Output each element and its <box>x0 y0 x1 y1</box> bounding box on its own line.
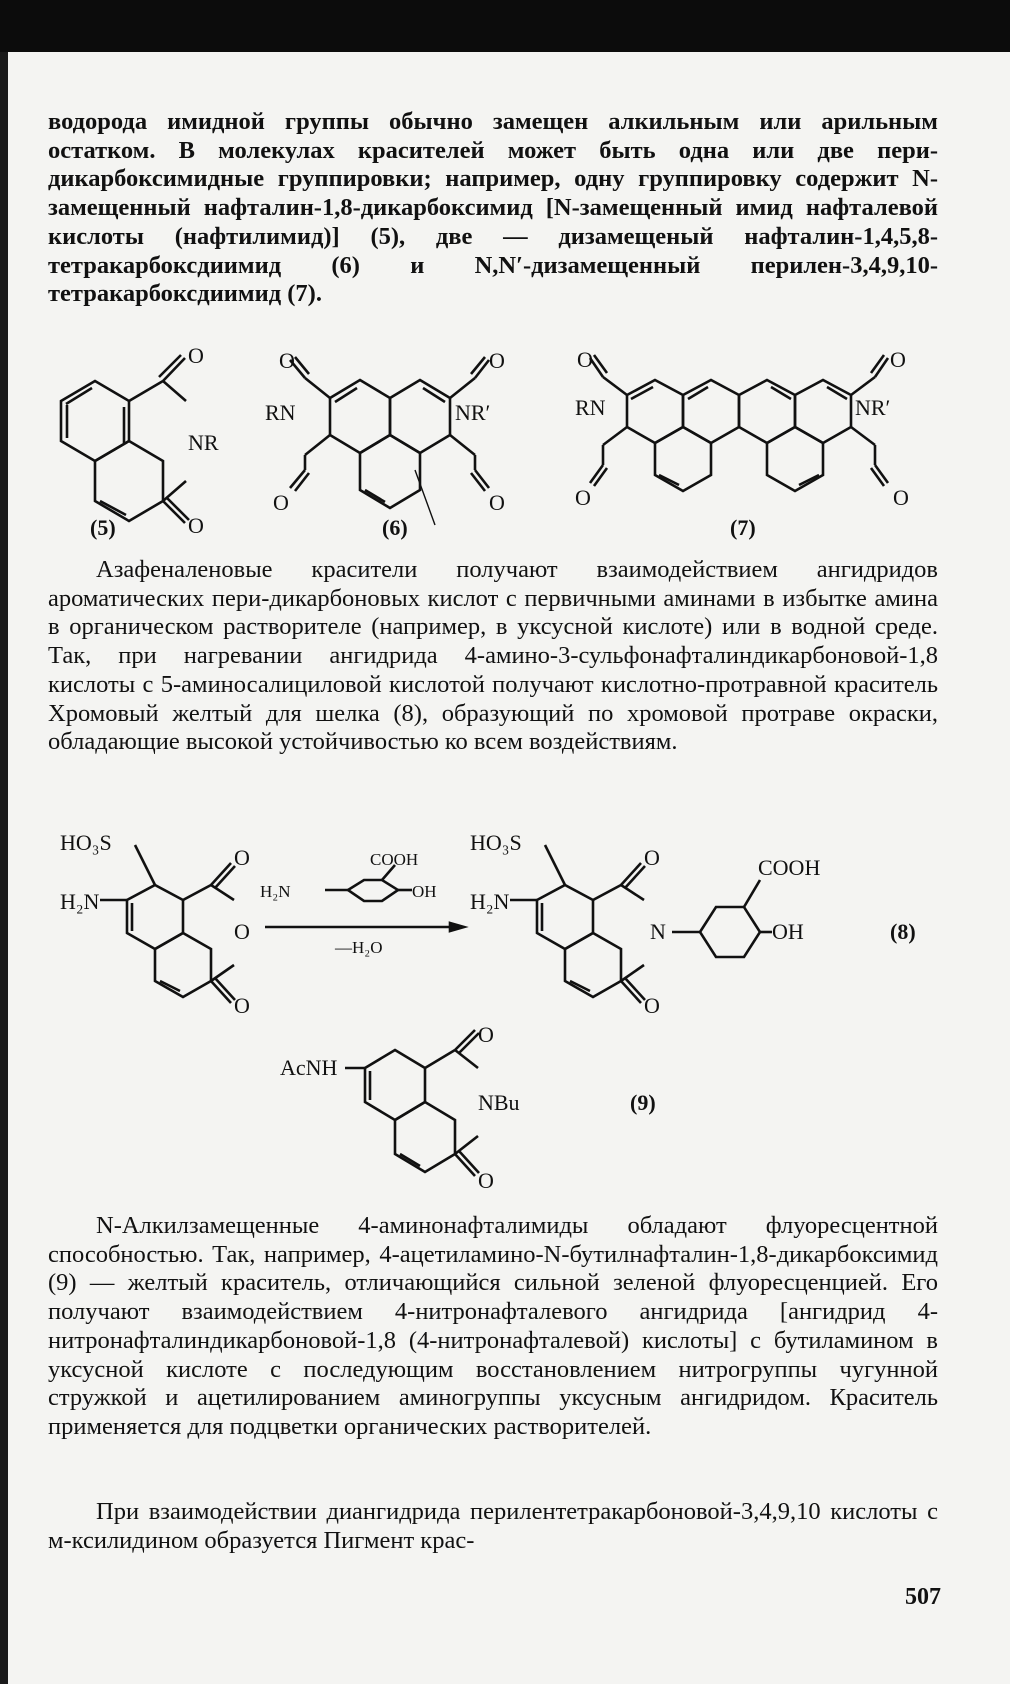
paragraph-3-text: N-Алкилзамещенные 4-аминонафталимиды обладают флуоресцентной способностью. Так, например, 4-ацетиламино-N-бутилнафталин-1,8-дикарбоксимид (9) — желтый краситель, отличающийся сильной зеленой флуоресценцией. Его получают взаимодействием 4-нитронафталевого ангидрида [ангидрид 4-нитронафталиндикарбоновой-1,8 (4-нитронафталевой) кислоты] с бутиламином в уксусной кислоте с последующим восстановлением нитрогруппы чугунной стружкой и ацетилированием аминогруппы уксусным ангидридом. Краситель применяется для подцветки органических растворителей. <box>48 1212 938 1440</box>
structure-5-number: (5) <box>90 515 116 540</box>
r-sm-oxygen-bottom: O <box>234 993 250 1018</box>
structure-8-number: (8) <box>890 919 916 944</box>
r-reagent-cooh: COOH <box>370 850 419 869</box>
r-p-oh: OH <box>772 919 804 944</box>
structure-7-number: (7) <box>730 515 756 540</box>
s7-oxygen-bottom-right: O <box>893 485 909 510</box>
s7-nr-prime-label: NR′ <box>855 395 891 420</box>
structure-5 <box>40 343 230 538</box>
s9-acnh-label: AcNH <box>280 1055 338 1080</box>
s7-oxygen-top-right: O <box>890 347 906 372</box>
s6-oxygen-bottom-right: O <box>489 490 505 515</box>
r-p-oxygen-bottom: O <box>644 993 660 1018</box>
r-sm-h2n: H₂N <box>60 889 100 914</box>
paragraph-2-text: Азафеналеновые красители получают взаимодействием ангидридов ароматических пери-дикарбоновых кислот с первичными аминами в избытке амина в органическом растворителе (например, в уксусной кислоте) или в водной среде. Так, при нагревании ангидрида 4-амино-3-сульфонафталиндикарбоновой-1,8 кислоты с 5-аминосалициловой кислотой получают кислотно-протравной краситель Хромовый желтый для шелка (8), образующий по хромовой протраве окраски, обладающие высокой устойчивостью ко всем воздействиям. <box>48 556 938 756</box>
s6-oxygen-top-left: O <box>279 348 295 373</box>
r-sm-oxygen-top: O <box>234 845 250 870</box>
paragraph-3 <box>48 1212 938 1442</box>
r-reagent-oh: OH <box>412 882 437 901</box>
structure-9-number: (9) <box>630 1090 656 1115</box>
paragraph-4 <box>48 1498 938 1555</box>
structure-7 <box>575 347 920 525</box>
paragraph-1: водорода имидной группы обычно замещен алкильным или арильным остатком. В молекулах красителей может быть одна или две пери-дикарбоксимидные группировки; например, одну группировку содержит N-замещенный нафталин-1,8-дикарбоксимид [N-замещенный имид нафталевой кислоты (нафтилимид)] (5), две — дизамещеный нафталин-1,4,5,8-тетракарбоксдиимид (6) и N,N′-дизамещенный перилен-3,4,9,10-тетракарбоксдиимид (7). <box>48 108 938 308</box>
s9-oxygen-top: O <box>478 1022 494 1047</box>
paragraph-2 <box>48 556 938 757</box>
r-p-ho3s: HO₃S <box>470 830 522 855</box>
s5-oxygen-bottom: O <box>188 513 204 538</box>
s6-oxygen-top-right: O <box>489 348 505 373</box>
r-arrow-label: —H₂O <box>335 938 383 957</box>
paragraph-4-text: При взаимодействии диангидрида перилентетракарбоновой-3,4,9,10 кислоты с м-ксилидином образуется Пигмент крас- <box>48 1498 938 1554</box>
s5-oxygen-top: O <box>188 343 204 368</box>
r-reagent-h2n: H₂N <box>260 882 291 901</box>
r-sm-oxygen-ring: O <box>234 919 250 944</box>
s7-oxygen-bottom-left: O <box>575 485 591 510</box>
s6-rn-label: RN <box>265 400 296 425</box>
s9-nbu-label: NBu <box>478 1090 520 1115</box>
structure-9 <box>280 1022 680 1195</box>
s7-oxygen-top-left: O <box>577 347 593 372</box>
s9-oxygen-bottom: O <box>478 1168 494 1193</box>
r-sm-ho3s: HO₃S <box>60 830 112 855</box>
r-p-h2n: H₂N <box>470 889 510 914</box>
s7-rn-label: RN <box>575 395 606 420</box>
s6-nr-prime-label: NR′ <box>455 400 491 425</box>
scan-top-border <box>0 0 1010 52</box>
s6-oxygen-bottom-left: O <box>273 490 289 515</box>
reaction-scheme-8 <box>60 830 940 1025</box>
structure-6-number: (6) <box>382 515 408 540</box>
structure-6 <box>265 348 515 525</box>
scan-left-edge <box>0 52 8 1684</box>
r-p-cooh: COOH <box>758 855 821 880</box>
r-p-oxygen-top: O <box>644 845 660 870</box>
r-p-nitrogen: N <box>650 919 666 944</box>
s5-nr-label: NR <box>188 430 219 455</box>
page-number: 507 <box>905 1584 941 1610</box>
